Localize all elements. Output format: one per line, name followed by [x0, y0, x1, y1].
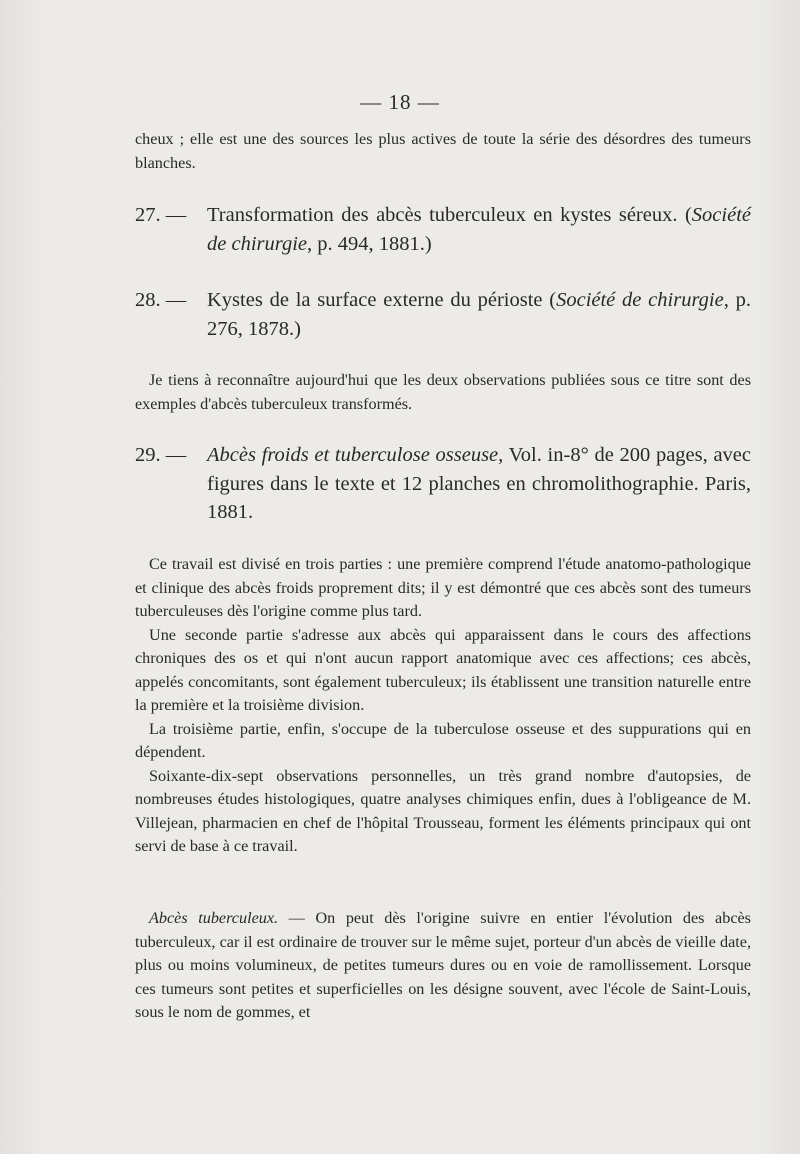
entry-citation: , p. 494, 1881.)	[307, 232, 432, 255]
note-28	[135, 369, 751, 416]
entry-number: 29. —	[135, 444, 187, 466]
entry-title: Abcès froids et tuberculose osseuse	[207, 444, 499, 466]
entry-source: Société de chirurgie	[556, 289, 724, 311]
intro-text	[135, 128, 751, 175]
paragraph: Une seconde partie s'adresse aux abcès qui apparaissent dans le cours des affections chroniques des os et qui n'ont aucun rapport anatomique avec ces affections; ces abcès, appelés concomitants, sont également tuberculeux; ils établissent une transition naturelle entre la première et la troisième division.	[135, 625, 751, 714]
paragraph: Ce travail est divisé en trois parties : une première comprend l'étude anatomo-pathologique et clinique des abcès froids proprement dits; il y est démontré que ces abcès sont des tumeurs tuberculeuses dès l'origine comme plus tard.	[135, 555, 751, 620]
entry-citation: , p. 276, 1878.)	[207, 289, 751, 340]
paragraph: La troisième partie, enfin, s'occupe de la tuberculose osseuse et des suppurations qui en dépendent.	[135, 719, 751, 761]
entry-29	[135, 441, 751, 527]
entry-citation: , Vol. in-8° de 200 pages, avec figures dans le texte et 12 planches en chromolithographie. Paris, 1881.	[207, 444, 752, 523]
description-29	[135, 553, 751, 859]
paragraph: Soixante-dix-sept observations personnelles, un très grand nombre d'autopsies, de nombreuses études histologiques, quatre analyses chimiques enfin, dues à l'obligeance de M. Villejean, pharmacien en chef de l'hôpital Trousseau, forment les éléments principaux qui ont servi de base à ce travail.	[135, 766, 751, 855]
section-lead: Abcès tuberculeux.	[149, 909, 279, 927]
page-number: — 18 —	[360, 90, 440, 114]
entry-27	[135, 201, 751, 258]
final-paragraph	[135, 907, 751, 1025]
paragraph-text: — On peut dès l'origine suivre en entier l'évolution des abcès tuberculeux, car il est ordinaire de trouver sur le même sujet, porteur d'un abcès de vieille date, plus ou moins volumineux, de petites tumeurs dures ou en voie de ramollissement. Lorsque ces tumeurs sont petites et superficielles on les désigne souvent, avec l'école de Saint-Louis, sous le nom de gommes, et	[135, 909, 751, 1021]
entry-title: Kystes de la surface externe du périoste (	[207, 289, 557, 311]
note-paragraph: Je tiens à reconnaître aujourd'hui que les deux observations publiées sous ce titre sont des exemples d'abcès tuberculeux transformés.	[135, 371, 751, 413]
entry-28	[135, 286, 751, 343]
intro-paragraph: cheux ; elle est une des sources les plus actives de toute la série des désordres des tumeurs blanches.	[135, 130, 751, 172]
entry-number: 27. —	[135, 204, 187, 226]
entry-number: 28. —	[135, 289, 187, 311]
entry-source: Société de chirurgie	[207, 204, 751, 255]
entry-title: Transformation des abcès tuberculeux en kystes séreux. (	[207, 204, 692, 226]
